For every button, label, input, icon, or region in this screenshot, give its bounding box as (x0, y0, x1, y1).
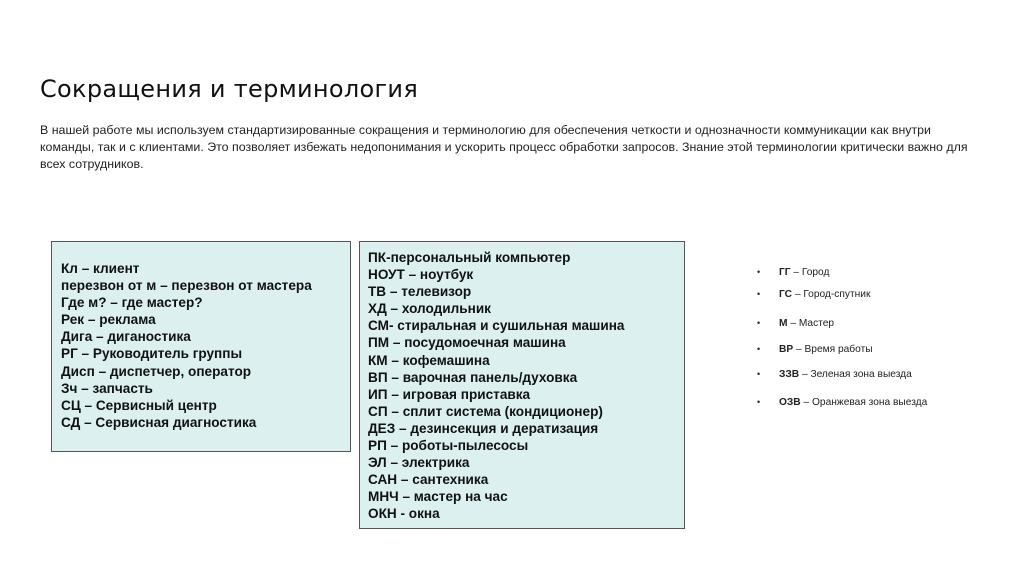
abbreviation-item: СМ- стиральная и сушильная машина (368, 318, 625, 334)
device-abbreviations-box (359, 241, 685, 529)
abbreviation-item: Дисп – диспетчер, оператор (61, 363, 252, 379)
legend-text: – Оранжевая зона выезда (800, 397, 928, 408)
bullet-icon: • (757, 289, 761, 299)
bullet-icon: • (757, 344, 761, 354)
abbreviation-item: КМ – кофемашина (368, 352, 490, 368)
bullet-icon: • (757, 267, 761, 277)
legend-text: – Зеленая зона выезда (799, 369, 912, 380)
abbreviation-item: ЭЛ – электрика (368, 455, 470, 471)
page-title: Сокращения и терминология (40, 75, 419, 103)
abbreviation-item: ПК-персональный компьютер (368, 250, 571, 265)
legend-item (757, 318, 834, 329)
intro-paragraph: В нашей работе мы используем стандартизированные сокращения и терминологию для обеспечения четкости и однозначности коммуникации как внутри команды, так и с клиентами. Это позволяет избежать недопонимания и ускорить процесс обработки запросов. Знание этой терминологии критически важно для всех сотрудников. (40, 123, 968, 171)
abbreviation-item: перезвон от м – перезвон от мастера (61, 278, 312, 294)
abbreviation-item: ПМ – посудомоечная машина (368, 335, 566, 351)
abbreviation-item: РГ – Руководитель группы (61, 346, 243, 362)
bullet-icon: • (757, 318, 761, 328)
legend-item (757, 267, 829, 278)
abbreviation-item: ОКН - окна (368, 506, 440, 522)
abbreviation-item: ТВ – телевизор (368, 284, 472, 300)
abbreviation-item: МНЧ – мастер на час (368, 489, 508, 505)
abbreviation-item: Зч – запчасть (61, 380, 153, 396)
abbreviation-item: СД – Сервисная диагностика (61, 414, 257, 430)
abbreviation-item: Кл – клиент (61, 261, 140, 276)
bullet-icon: • (757, 397, 761, 407)
legend-item (757, 369, 912, 380)
abbreviation-item: САН – сантехника (368, 472, 489, 488)
legend-text: – Мастер (787, 318, 835, 329)
legend-item (757, 397, 927, 408)
legend-code: ВР (779, 344, 794, 355)
legend-item (757, 344, 873, 355)
abbreviation-item: СЦ – Сервисный центр (61, 397, 217, 413)
abbreviation-item: Рек – реклама (61, 312, 156, 328)
legend-code: ГГ (779, 267, 791, 278)
abbreviation-item: ДЕЗ – дезинсекция и дератизация (368, 420, 599, 436)
legend-text: – Город (790, 267, 830, 278)
legend-code: ОЗВ (779, 397, 801, 408)
abbreviation-item: Где м? – где мастер? (61, 295, 203, 311)
abbreviation-item: ХД – холодильник (368, 301, 491, 317)
abbreviation-item: ВП – варочная панель/духовка (368, 369, 578, 385)
abbreviation-item: ИП – игровая приставка (368, 386, 531, 402)
bullet-icon: • (757, 369, 761, 379)
legend-code: ГС (779, 289, 792, 300)
legend-code: ЗЗВ (779, 369, 800, 380)
general-abbreviations-box (51, 241, 351, 452)
legend-text: – Время работы (793, 344, 873, 355)
abbreviation-item: Дига – диганостика (61, 329, 191, 345)
legend-text: – Город-спутник (792, 289, 871, 300)
abbreviation-item: РП – роботы-пылесосы (368, 438, 529, 454)
legend-code: М (779, 318, 788, 329)
abbreviation-item: НОУТ – ноутбук (368, 267, 474, 283)
legend-item (757, 289, 870, 300)
abbreviation-item: СП – сплит система (кондиционер) (368, 403, 603, 419)
